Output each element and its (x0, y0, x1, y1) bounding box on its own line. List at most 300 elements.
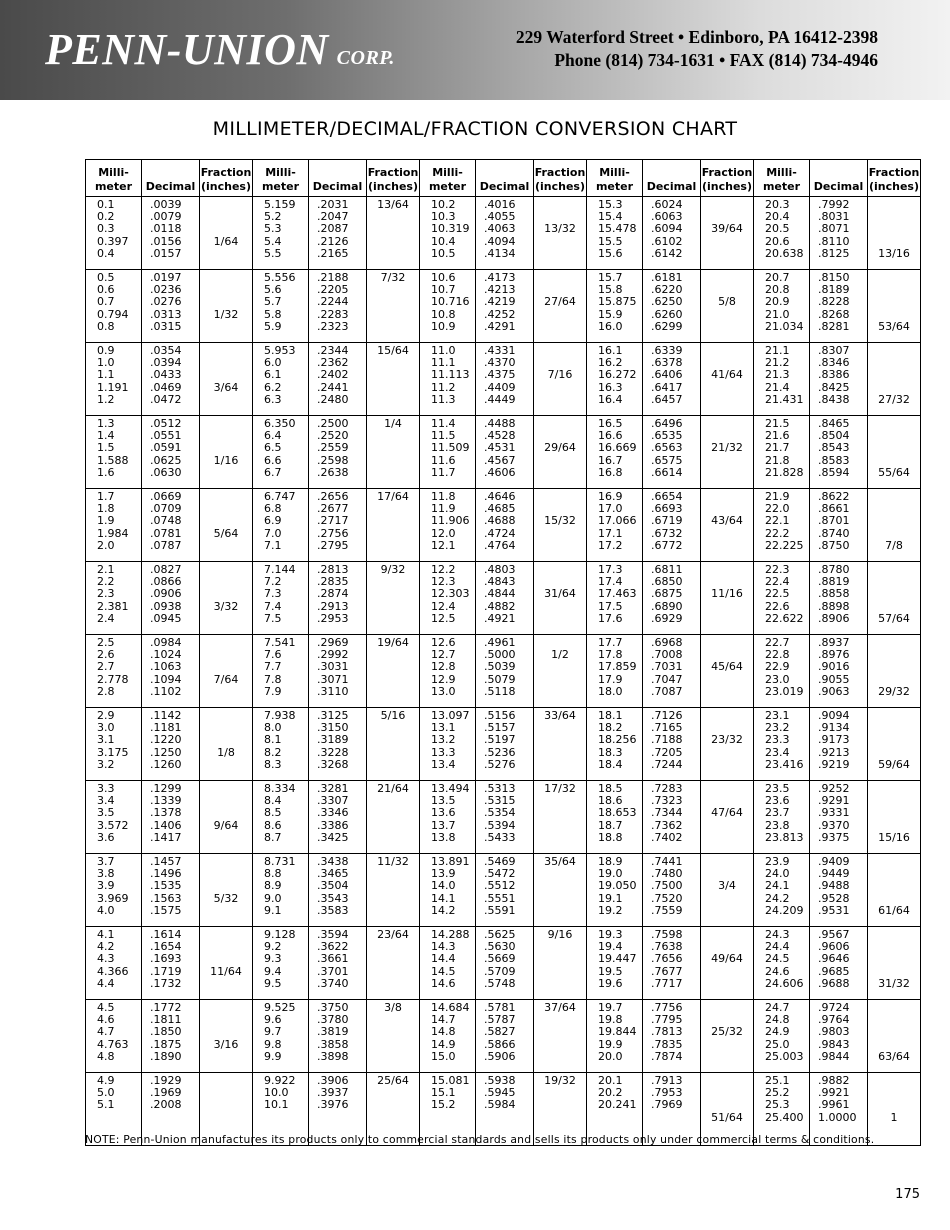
millimeter-value: 4.763 (97, 1037, 129, 1051)
decimal-value: .5472 (484, 867, 516, 881)
millimeter-value: 23.8 (765, 818, 790, 832)
fraction-cell (701, 489, 754, 562)
decimal-value: .3150 (317, 721, 349, 735)
millimeter-value: 9.5 (264, 976, 282, 990)
decimal-cell (142, 270, 200, 343)
decimal-value: .3858 (317, 1037, 349, 1051)
decimal-value: .4252 (484, 307, 516, 321)
decimal-value: .9219 (818, 757, 850, 771)
fraction-cell (534, 708, 587, 781)
millimeter-value: 11.906 (431, 514, 470, 528)
fraction-value: 13/64 (377, 198, 409, 211)
millimeter-value: 12.4 (431, 599, 456, 613)
millimeter-value: 15.7 (598, 271, 623, 284)
decimal-cell (476, 562, 534, 635)
decimal-value: .0039 (150, 198, 182, 211)
millimeter-cell (86, 635, 142, 708)
decimal-value: .6732 (651, 526, 683, 540)
millimeter-value: 6.9 (264, 514, 282, 528)
header-millimeter: Milli- meter (754, 160, 810, 197)
millimeter-value: 8.2 (264, 745, 282, 759)
millimeter-value: 24.8 (765, 1013, 790, 1027)
millimeter-value: 3.175 (97, 745, 129, 759)
decimal-value: .5315 (484, 794, 516, 808)
millimeter-value: 23.2 (765, 721, 790, 735)
decimal-value: .2559 (317, 441, 349, 455)
decimal-value: .4063 (484, 222, 516, 236)
decimal-value: .1654 (150, 940, 182, 954)
decimal-cell (643, 708, 701, 781)
table-row (86, 781, 921, 854)
decimal-value: .5276 (484, 757, 516, 771)
decimal-value: .4528 (484, 429, 516, 443)
decimal-value: .2087 (317, 222, 349, 236)
millimeter-value: 13.1 (431, 721, 456, 735)
millimeter-value: 15.2 (431, 1098, 456, 1112)
fraction-value: 25/64 (377, 1074, 409, 1087)
millimeter-cell (86, 708, 142, 781)
decimal-value: .7969 (651, 1098, 683, 1112)
millimeter-cell (420, 1000, 476, 1073)
millimeter-cell (587, 635, 643, 708)
decimal-cell (476, 927, 534, 1000)
decimal-value: .8543 (818, 441, 850, 455)
decimal-value: .4646 (484, 490, 516, 503)
header-millimeter: Milli- meter (587, 160, 643, 197)
decimal-value: .8583 (818, 453, 850, 467)
decimal-value: .3346 (317, 806, 349, 820)
decimal-value: .8031 (818, 210, 850, 224)
millimeter-value: 19.7 (598, 1001, 623, 1014)
millimeter-value: 6.0 (264, 356, 282, 370)
millimeter-value: 11.3 (431, 392, 456, 406)
decimal-cell (643, 270, 701, 343)
decimal-cell (810, 416, 868, 489)
millimeter-cell (253, 927, 309, 1000)
millimeter-value: 17.0 (598, 502, 623, 516)
decimal-value: .1496 (150, 867, 182, 881)
millimeter-value: 15.5 (598, 234, 623, 248)
fraction-cell (367, 781, 420, 854)
decimal-value: .6378 (651, 356, 683, 370)
decimal-value: .0945 (150, 611, 182, 625)
millimeter-value: 10.9 (431, 319, 456, 333)
millimeter-value: 4.1 (97, 928, 115, 941)
decimal-value: .3898 (317, 1049, 349, 1063)
millimeter-value: 14.684 (431, 1001, 470, 1014)
decimal-value: .5236 (484, 745, 516, 759)
decimal-value: .9567 (818, 928, 850, 941)
table-row (86, 854, 921, 927)
fraction-cell (868, 635, 921, 708)
header-row (86, 160, 921, 197)
decimal-value: .3110 (317, 684, 349, 698)
decimal-value: .9409 (818, 855, 850, 868)
millimeter-value: 22.225 (765, 538, 804, 552)
header-millimeter: Milli- meter (86, 160, 142, 197)
decimal-value: .7813 (651, 1025, 683, 1039)
decimal-value: .6260 (651, 307, 683, 321)
fraction-cell (367, 635, 420, 708)
page-number: 175 (895, 1187, 920, 1202)
decimal-value: .0938 (150, 599, 182, 613)
fraction-cell (868, 489, 921, 562)
millimeter-cell (754, 708, 810, 781)
decimal-value: .7323 (651, 794, 683, 808)
millimeter-value: 18.653 (598, 806, 637, 820)
decimal-value: .1094 (150, 672, 182, 686)
decimal-value: .7283 (651, 782, 683, 795)
millimeter-value: 6.747 (264, 490, 296, 503)
millimeter-value: 10.5 (431, 246, 456, 260)
decimal-value: .6614 (651, 465, 683, 479)
millimeter-cell (754, 635, 810, 708)
decimal-value: .1693 (150, 952, 182, 966)
millimeter-value: 16.1 (598, 344, 623, 357)
header-fraction: Fraction (inches) (868, 160, 921, 197)
decimal-value: .9724 (818, 1001, 850, 1014)
millimeter-value: 20.4 (765, 210, 790, 224)
millimeter-value: 8.9 (264, 879, 282, 893)
decimal-value: .1850 (150, 1025, 182, 1039)
decimal-value: .1614 (150, 928, 182, 941)
decimal-value: .3228 (317, 745, 349, 759)
decimal-value: .2344 (317, 344, 349, 357)
millimeter-value: 1.2 (97, 392, 115, 406)
millimeter-cell (253, 635, 309, 708)
decimal-value: .5938 (484, 1074, 516, 1087)
fraction-value: 27/32 (878, 392, 910, 406)
fraction-value: 5/16 (380, 709, 406, 722)
company-logo (45, 24, 395, 75)
decimal-value: .2520 (317, 429, 349, 443)
millimeter-value: 7.9 (264, 684, 282, 698)
millimeter-value: 14.5 (431, 964, 456, 978)
fraction-cell (367, 708, 420, 781)
millimeter-cell (754, 927, 810, 1000)
decimal-value: .3594 (317, 928, 349, 941)
millimeter-cell (587, 708, 643, 781)
decimal-value: .5945 (484, 1086, 516, 1100)
millimeter-value: 23.4 (765, 745, 790, 759)
decimal-value: .2188 (317, 271, 349, 284)
table-row (86, 416, 921, 489)
decimal-value: .8819 (818, 575, 850, 589)
fraction-cell (701, 708, 754, 781)
fraction-cell (868, 270, 921, 343)
millimeter-value: 19.447 (598, 952, 637, 966)
decimal-value: .5354 (484, 806, 516, 820)
millimeter-value: 0.9 (97, 344, 115, 357)
millimeter-value: 12.8 (431, 660, 456, 674)
fraction-value: 49/64 (711, 952, 743, 966)
table-row (86, 562, 921, 635)
decimal-value: .7244 (651, 757, 683, 771)
decimal-value: .7165 (651, 721, 683, 735)
decimal-value: .6563 (651, 441, 683, 455)
fraction-value: 3/4 (718, 879, 736, 893)
decimal-value: .4921 (484, 611, 516, 625)
fraction-value: 61/64 (878, 903, 910, 917)
millimeter-value: 18.2 (598, 721, 623, 735)
fraction-cell (200, 635, 253, 708)
decimal-value: .8504 (818, 429, 850, 443)
millimeter-value: 19.1 (598, 891, 623, 905)
decimal-value: .7441 (651, 855, 683, 868)
decimal-value: .0748 (150, 514, 182, 528)
millimeter-cell (420, 416, 476, 489)
millimeter-value: 17.066 (598, 514, 637, 528)
fraction-cell (200, 197, 253, 270)
millimeter-value: 9.3 (264, 952, 282, 966)
millimeter-value: 16.3 (598, 380, 623, 394)
decimal-value: .3543 (317, 891, 349, 905)
millimeter-value: 12.2 (431, 563, 456, 576)
fraction-cell (868, 927, 921, 1000)
decimal-value: .0469 (150, 380, 182, 394)
millimeter-value: 20.3 (765, 198, 790, 211)
fraction-cell (701, 854, 754, 927)
decimal-value: .5748 (484, 976, 516, 990)
decimal-value: .4291 (484, 319, 516, 333)
decimal-value: .9016 (818, 660, 850, 674)
fraction-value: 17/64 (377, 490, 409, 503)
millimeter-value: 23.9 (765, 855, 790, 868)
decimal-value: .2031 (317, 198, 349, 211)
decimal-cell (810, 489, 868, 562)
millimeter-value: 13.3 (431, 745, 456, 759)
millimeter-value: 12.9 (431, 672, 456, 686)
millimeter-value: 23.5 (765, 782, 790, 795)
decimal-value: .8125 (818, 246, 850, 260)
decimal-value: .3819 (317, 1025, 349, 1039)
millimeter-cell (587, 562, 643, 635)
millimeter-value: 2.4 (97, 611, 115, 625)
decimal-cell (476, 854, 534, 927)
millimeter-cell (253, 562, 309, 635)
millimeter-value: 20.638 (765, 246, 804, 260)
fraction-cell (701, 562, 754, 635)
millimeter-value: 18.4 (598, 757, 623, 771)
millimeter-value: 8.1 (264, 733, 282, 747)
fraction-cell (701, 197, 754, 270)
fraction-cell (534, 270, 587, 343)
decimal-value: .1732 (150, 976, 182, 990)
fraction-value: 45/64 (711, 660, 743, 674)
decimal-value: .9606 (818, 940, 850, 954)
decimal-value: .0156 (150, 234, 182, 248)
millimeter-value: 25.1 (765, 1074, 790, 1087)
millimeter-value: 6.3 (264, 392, 282, 406)
decimal-value: .0591 (150, 441, 182, 455)
millimeter-value: 0.794 (97, 307, 129, 321)
decimal-value: .2795 (317, 538, 349, 552)
millimeter-value: 22.1 (765, 514, 790, 528)
decimal-value: .3976 (317, 1098, 349, 1112)
decimal-cell (810, 270, 868, 343)
decimal-cell (643, 343, 701, 416)
millimeter-cell (253, 343, 309, 416)
millimeter-value: 21.7 (765, 441, 790, 455)
decimal-value: .8780 (818, 563, 850, 576)
fraction-cell (701, 416, 754, 489)
millimeter-value: 3.1 (97, 733, 115, 747)
millimeter-value: 20.1 (598, 1074, 623, 1087)
fraction-value: 9/16 (547, 928, 573, 941)
decimal-value: .9921 (818, 1086, 850, 1100)
fraction-value: 11/32 (377, 855, 409, 868)
millimeter-value: 19.6 (598, 976, 623, 990)
decimal-value: .9688 (818, 976, 850, 990)
logo-main: PENN-UNION (45, 25, 329, 74)
millimeter-value: 24.1 (765, 879, 790, 893)
decimal-value: .5469 (484, 855, 516, 868)
millimeter-value: 19.2 (598, 903, 623, 917)
millimeter-value: 18.256 (598, 733, 637, 747)
millimeter-cell (86, 1000, 142, 1073)
decimal-cell (810, 635, 868, 708)
decimal-value: .5000 (484, 648, 516, 662)
decimal-value: .9173 (818, 733, 850, 747)
decimal-value: .1811 (150, 1013, 182, 1027)
decimal-value: .3071 (317, 672, 349, 686)
millimeter-value: 3.2 (97, 757, 115, 771)
decimal-cell (309, 197, 367, 270)
millimeter-value: 1.7 (97, 490, 115, 503)
millimeter-value: 1.191 (97, 380, 129, 394)
millimeter-cell (86, 197, 142, 270)
decimal-value: .1929 (150, 1074, 182, 1087)
decimal-value: .6024 (651, 198, 683, 211)
fraction-value: 59/64 (878, 757, 910, 771)
millimeter-value: 22.3 (765, 563, 790, 576)
millimeter-value: 12.303 (431, 587, 470, 601)
millimeter-value: 8.4 (264, 794, 282, 808)
fraction-cell (200, 270, 253, 343)
decimal-value: .1339 (150, 794, 182, 808)
millimeter-value: 7.3 (264, 587, 282, 601)
fraction-cell (868, 343, 921, 416)
millimeter-cell (754, 343, 810, 416)
millimeter-value: 23.416 (765, 757, 804, 771)
fraction-cell (868, 197, 921, 270)
millimeter-value: 11.113 (431, 368, 470, 382)
millimeter-value: 2.381 (97, 599, 129, 613)
decimal-value: .6929 (651, 611, 683, 625)
millimeter-cell (86, 781, 142, 854)
decimal-value: .7205 (651, 745, 683, 759)
decimal-value: .9528 (818, 891, 850, 905)
millimeter-value: 7.1 (264, 538, 282, 552)
millimeter-value: 12.5 (431, 611, 456, 625)
millimeter-value: 19.844 (598, 1025, 637, 1039)
millimeter-value: 15.3 (598, 198, 623, 211)
millimeter-value: 18.6 (598, 794, 623, 808)
decimal-value: .4844 (484, 587, 516, 601)
decimal-value: .3622 (317, 940, 349, 954)
decimal-value: .6811 (651, 563, 683, 576)
millimeter-value: 22.5 (765, 587, 790, 601)
millimeter-value: 21.828 (765, 465, 804, 479)
millimeter-value: 13.097 (431, 709, 470, 722)
millimeter-value: 13.8 (431, 830, 456, 844)
millimeter-cell (754, 270, 810, 343)
fraction-value: 1/32 (213, 307, 239, 321)
decimal-value: .4055 (484, 210, 516, 224)
decimal-cell (810, 708, 868, 781)
decimal-cell (142, 197, 200, 270)
table-row (86, 270, 921, 343)
millimeter-value: 19.4 (598, 940, 623, 954)
millimeter-value: 18.7 (598, 818, 623, 832)
decimal-value: .8898 (818, 599, 850, 613)
decimal-value: .4882 (484, 599, 516, 613)
millimeter-value: 10.6 (431, 271, 456, 284)
millimeter-value: 10.4 (431, 234, 456, 248)
millimeter-cell (587, 416, 643, 489)
millimeter-value: 3.9 (97, 879, 115, 893)
decimal-value: .9488 (818, 879, 850, 893)
millimeter-value: 11.1 (431, 356, 456, 370)
decimal-value: .6417 (651, 380, 683, 394)
decimal-value: .1250 (150, 745, 182, 759)
millimeter-value: 20.0 (598, 1049, 623, 1063)
fraction-value: 21/32 (711, 441, 743, 455)
millimeter-value: 14.0 (431, 879, 456, 893)
decimal-value: .0472 (150, 392, 182, 406)
millimeter-value: 22.7 (765, 636, 790, 649)
decimal-value: .0906 (150, 587, 182, 601)
decimal-value: .3438 (317, 855, 349, 868)
decimal-value: .4688 (484, 514, 516, 528)
decimal-value: .0315 (150, 319, 182, 333)
millimeter-value: 10.2 (431, 198, 456, 211)
decimal-cell (810, 562, 868, 635)
decimal-value: .8228 (818, 295, 850, 309)
millimeter-value: 13.6 (431, 806, 456, 820)
millimeter-value: 16.7 (598, 453, 623, 467)
decimal-value: .7402 (651, 830, 683, 844)
decimal-value: .1260 (150, 757, 182, 771)
decimal-value: .7480 (651, 867, 683, 881)
fraction-cell (200, 781, 253, 854)
millimeter-value: 15.4 (598, 210, 623, 224)
decimal-value: .9055 (818, 672, 850, 686)
millimeter-value: 17.3 (598, 563, 623, 576)
page-title: MILLIMETER/DECIMAL/FRACTION CONVERSION CHART (212, 118, 738, 140)
fraction-value: 7/32 (380, 271, 406, 284)
fraction-value: 11/64 (210, 964, 242, 978)
millimeter-value: 0.5 (97, 271, 115, 284)
decimal-cell (309, 562, 367, 635)
decimal-cell (309, 927, 367, 1000)
decimal-value: .4961 (484, 636, 516, 649)
millimeter-value: 14.1 (431, 891, 456, 905)
millimeter-value: 1.4 (97, 429, 115, 443)
fraction-value: 1/16 (213, 453, 239, 467)
millimeter-value: 10.319 (431, 222, 470, 236)
millimeter-value: 24.606 (765, 976, 804, 990)
fraction-value: 63/64 (878, 1049, 910, 1063)
fraction-cell (200, 562, 253, 635)
millimeter-value: 8.3 (264, 757, 282, 771)
decimal-value: .6102 (651, 234, 683, 248)
fraction-cell (534, 854, 587, 927)
header-fraction: Fraction (inches) (367, 160, 420, 197)
fraction-cell (701, 1000, 754, 1073)
decimal-value: .4531 (484, 441, 516, 455)
decimal-value: .2756 (317, 526, 349, 540)
